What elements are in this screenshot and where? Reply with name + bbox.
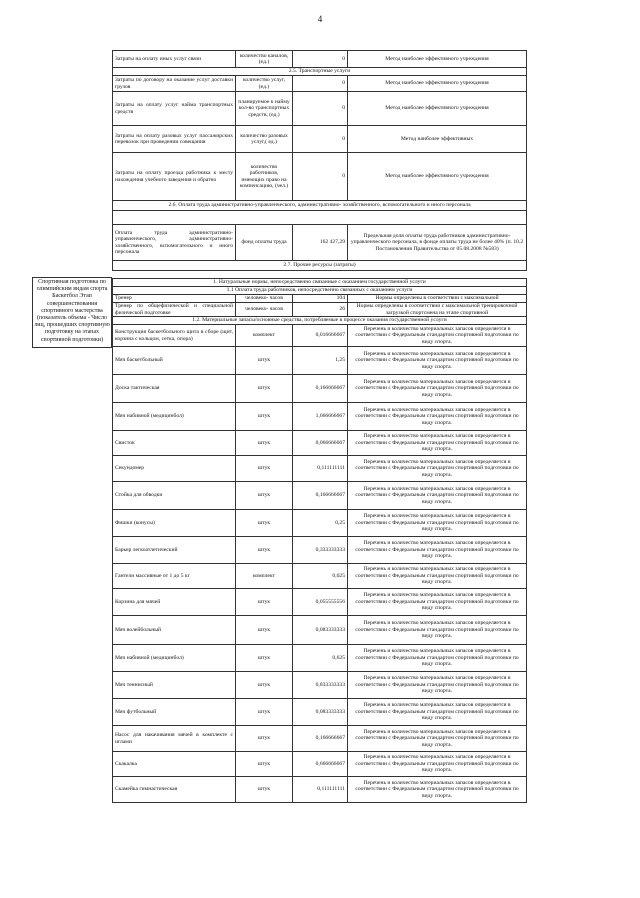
- material-value: 0,066666667: [293, 431, 348, 456]
- table-row: [113, 126, 527, 153]
- material-method: Перечень и количество материальных запасов определяется в соответствии с Федеральным стандартом спортивной подготовки по виду спорта.: [348, 456, 527, 482]
- row-name: Затраты на оплату иных услуг связи: [113, 51, 236, 68]
- material-row: [113, 589, 527, 616]
- material-name: Мяч футбольный: [113, 699, 236, 726]
- row-value: 162 427,29: [293, 225, 348, 261]
- material-value: 0,666666667: [293, 752, 348, 777]
- material-method: Перечень и количество материальных запасов определяется в соответствии с Федеральным стандартом спортивной подготовки по виду спорта.: [348, 616, 527, 645]
- material-value: 0,083333333: [293, 616, 348, 645]
- material-row: [113, 564, 527, 589]
- top-table: [112, 50, 527, 271]
- table-row: [113, 92, 527, 126]
- material-row: [113, 347, 527, 375]
- material-method: Перечень и количество материальных запасов определяется в соответствии с Федеральным стандартом спортивной подготовки по виду спорта.: [348, 726, 527, 752]
- material-name: Свисток: [113, 431, 236, 456]
- section-heading: 1.1 Оплата труда работников, непосредственно связанных с оказанием услуги: [113, 287, 527, 295]
- row-unit: количество услуг, (ед.): [236, 76, 293, 92]
- material-unit: штук: [236, 403, 293, 431]
- material-name: Конструкция баскетбольного щита в сборе (щит, корзина с кольцом, сетка, опора): [113, 325, 236, 347]
- material-method: Перечень и количество материальных запасов определяется в соответствии с Федеральным стандартом спортивной подготовки по виду спорта.: [348, 403, 527, 431]
- section-heading: 2.5. Транспортные услуги: [113, 68, 527, 76]
- section-heading: 1.2. Материальные запасы/основные средства, потребляемые в процессе оказания государственной услуги: [113, 317, 527, 325]
- material-row: [113, 456, 527, 482]
- section-heading: 2.7. Прочие ресурсы (затраты): [113, 261, 527, 271]
- material-value: 0,166666667: [293, 375, 348, 403]
- row-name: Затраты на оплату разовых услуг пассажирских перевозок при проведении совещания: [113, 126, 236, 153]
- material-value: 0,025: [293, 564, 348, 589]
- row-name: Затраты на оплату проезда работника к месту нахождения учебного заведения и обратно: [113, 153, 236, 201]
- row-unit: человеко- часов: [236, 303, 293, 317]
- main-table: [112, 278, 527, 803]
- row-value: 104: [293, 295, 348, 303]
- material-name: Мяч набивной (медицинбол): [113, 645, 236, 672]
- material-name: Насос для накачивания мячей в комплекте с иглами: [113, 726, 236, 752]
- row-unit: планируемое к найму кол-во транспортных средств, (ед.): [236, 92, 293, 126]
- row-value: 0: [293, 92, 348, 126]
- material-method: Перечень и количество материальных запасов определяется в соответствии с Федеральным стандартом спортивной подготовки по виду спорта.: [348, 482, 527, 510]
- material-value: 0,333333333: [293, 537, 348, 564]
- row-name: Оплата труда административно-управленческого, административно- хозяйственного, вспомогательного и иного персонала: [113, 225, 236, 261]
- material-value: 0,166666667: [293, 482, 348, 510]
- material-row: [113, 699, 527, 726]
- material-method: Перечень и количество материальных запасов определяется в соответствии с Федеральным стандартом спортивной подготовки по виду спорта.: [348, 510, 527, 537]
- material-value: 0,111111111: [293, 777, 348, 803]
- material-row: [113, 431, 527, 456]
- row-unit: фонд оплаты труда: [236, 225, 293, 261]
- material-method: Перечень и количество материальных запасов определяется в соответствии с Федеральным стандартом спортивной подготовки по виду спорта.: [348, 347, 527, 375]
- material-row: [113, 616, 527, 645]
- row-method: Метод наиболее эффективного учреждения: [348, 92, 527, 126]
- row-unit: количество каналов, (ед.): [236, 51, 293, 68]
- row-value: 0: [293, 126, 348, 153]
- material-unit: комплект: [236, 564, 293, 589]
- material-unit: комплект: [236, 325, 293, 347]
- row-value: 26: [293, 303, 348, 317]
- row-unit: количество работников, имеющих право на компенсацию, (чел.): [236, 153, 293, 201]
- row-name: Тренер по общефизической и специальной физической подготовке: [113, 303, 236, 317]
- material-row: [113, 752, 527, 777]
- material-method: Перечень и количество материальных запасов определяется в соответствии с Федеральным стандартом спортивной подготовки по виду спорта.: [348, 589, 527, 616]
- material-value: 1,25: [293, 347, 348, 375]
- row-method: Нормы определены в соответствии с максимальной: [348, 295, 527, 303]
- row-name: Тренер: [113, 295, 236, 303]
- material-unit: штук: [236, 537, 293, 564]
- row-unit: количество разовых услуг,( ед.): [236, 126, 293, 153]
- material-name: Корзина для мячей: [113, 589, 236, 616]
- material-unit: штук: [236, 456, 293, 482]
- row-method: Метод наиболее эффективного учреждения: [348, 51, 527, 68]
- material-row: [113, 403, 527, 431]
- material-value: 0,016666667: [293, 325, 348, 347]
- row-value: 0: [293, 76, 348, 92]
- blank-spacer: [113, 211, 527, 225]
- row-name: Затраты на оплату услуг найма транспортных средств: [113, 92, 236, 126]
- material-value: 0,166666667: [293, 726, 348, 752]
- material-name: Секундомер: [113, 456, 236, 482]
- material-unit: штук: [236, 431, 293, 456]
- material-row: [113, 672, 527, 699]
- material-name: Барьер легкоатлетический: [113, 537, 236, 564]
- table-row: [113, 295, 527, 303]
- row-value: 0: [293, 51, 348, 68]
- material-unit: штук: [236, 482, 293, 510]
- table-row: [113, 303, 527, 317]
- table-row: [113, 76, 527, 92]
- material-name: Стойка для обводки: [113, 482, 236, 510]
- material-method: Перечень и количество материальных запасов определяется в соответствии с Федеральным стандартом спортивной подготовки по виду спорта.: [348, 699, 527, 726]
- material-unit: штук: [236, 699, 293, 726]
- material-method: Перечень и количество материальных запасов определяется в соответствии с Федеральным стандартом спортивной подготовки по виду спорта.: [348, 537, 527, 564]
- material-value: 1,666666667: [293, 403, 348, 431]
- material-unit: штук: [236, 752, 293, 777]
- material-value: 0,833333333: [293, 672, 348, 699]
- material-method: Перечень и количество материальных запасов определяется в соответствии с Федеральным стандартом спортивной подготовки по виду спорта.: [348, 375, 527, 403]
- row-value: 0: [293, 153, 348, 201]
- material-name: Мяч набивной (медицинбол): [113, 403, 236, 431]
- row-method: Нормы определены в соответствии с максимальной тренировочной загрузкой спортсмена на этапе спортивной: [348, 303, 527, 317]
- material-value: 0,111111111: [293, 456, 348, 482]
- row-method: Метод наиболее эффективного учреждения: [348, 153, 527, 201]
- service-description: Спортивная подготовка по олимпийским видам спорта Баскетбол Этап совершенствования спортивного мастерства (показатель объема - Число лиц, прошедших спортивную подготовку на этапах спортивной подготовки): [32, 277, 112, 348]
- material-value: 0,083333333: [293, 699, 348, 726]
- material-name: Фишки (конусы): [113, 510, 236, 537]
- material-name: Гантели массивные от 1 до 5 кг: [113, 564, 236, 589]
- material-value: 0,625: [293, 645, 348, 672]
- material-method: Перечень и количество материальных запасов определяется в соответствии с Федеральным стандартом спортивной подготовки по виду спорта.: [348, 645, 527, 672]
- material-method: Перечень и количество материальных запасов определяется в соответствии с Федеральным стандартом спортивной подготовки по виду спорта.: [348, 752, 527, 777]
- material-row: [113, 726, 527, 752]
- material-unit: штук: [236, 375, 293, 403]
- material-name: Доска тактическая: [113, 375, 236, 403]
- material-value: 0,055555556: [293, 589, 348, 616]
- material-row: [113, 777, 527, 803]
- table-row: [113, 225, 527, 261]
- material-method: Перечень и количество материальных запасов определяется в соответствии с Федеральным стандартом спортивной подготовки по виду спорта.: [348, 672, 527, 699]
- section-heading: 1. Натуральные нормы, непосредственно связанные с оказанием государственной услуги: [113, 279, 527, 287]
- row-name: Затраты по договору на оказание услуг доставки грузов: [113, 76, 236, 92]
- material-name: Мяч волейбольный: [113, 616, 236, 645]
- row-method: Метод наиболее эффективного учреждения: [348, 76, 527, 92]
- material-unit: штук: [236, 645, 293, 672]
- material-name: Мяч теннисный: [113, 672, 236, 699]
- material-row: [113, 375, 527, 403]
- material-name: Скамейка гимнастическая: [113, 777, 236, 803]
- material-method: Перечень и количество материальных запасов определяется в соответствии с Федеральным стандартом спортивной подготовки по виду спорта.: [348, 431, 527, 456]
- table-row: [113, 51, 527, 68]
- material-value: 0,25: [293, 510, 348, 537]
- material-row: [113, 537, 527, 564]
- table-row: [113, 153, 527, 201]
- material-unit: штук: [236, 777, 293, 803]
- row-method: Предельная доля оплаты труда работников административно- управленческого персонала, в фонде оплаты труда не более 40% (п. 10.2 Постановления Правительства от 05.08.2008 №583): [348, 225, 527, 261]
- material-unit: штук: [236, 347, 293, 375]
- material-row: [113, 510, 527, 537]
- material-method: Перечень и количество материальных запасов определяется в соответствии с Федеральным стандартом спортивной подготовки по виду спорта.: [348, 325, 527, 347]
- material-row: [113, 645, 527, 672]
- material-row: [113, 482, 527, 510]
- row-method: Метод наиболее эффективных: [348, 126, 527, 153]
- material-unit: штук: [236, 589, 293, 616]
- section-heading: 2.6. Оплата труда административно-управленческого, административно- хозяйственного, вспомогательного и иного персонала: [113, 201, 527, 211]
- material-unit: штук: [236, 510, 293, 537]
- material-method: Перечень и количество материальных запасов определяется в соответствии с Федеральным стандартом спортивной подготовки по виду спорта.: [348, 564, 527, 589]
- material-method: Перечень и количество материальных запасов определяется в соответствии с Федеральным стандартом спортивной подготовки по виду спорта.: [348, 777, 527, 803]
- page-number: 4: [317, 14, 323, 24]
- material-row: [113, 325, 527, 347]
- material-unit: штук: [236, 616, 293, 645]
- material-name: Мяч баскетбольный: [113, 347, 236, 375]
- material-name: Скакалка: [113, 752, 236, 777]
- material-unit: штук: [236, 672, 293, 699]
- row-unit: человеко- часов: [236, 295, 293, 303]
- material-unit: штук: [236, 726, 293, 752]
